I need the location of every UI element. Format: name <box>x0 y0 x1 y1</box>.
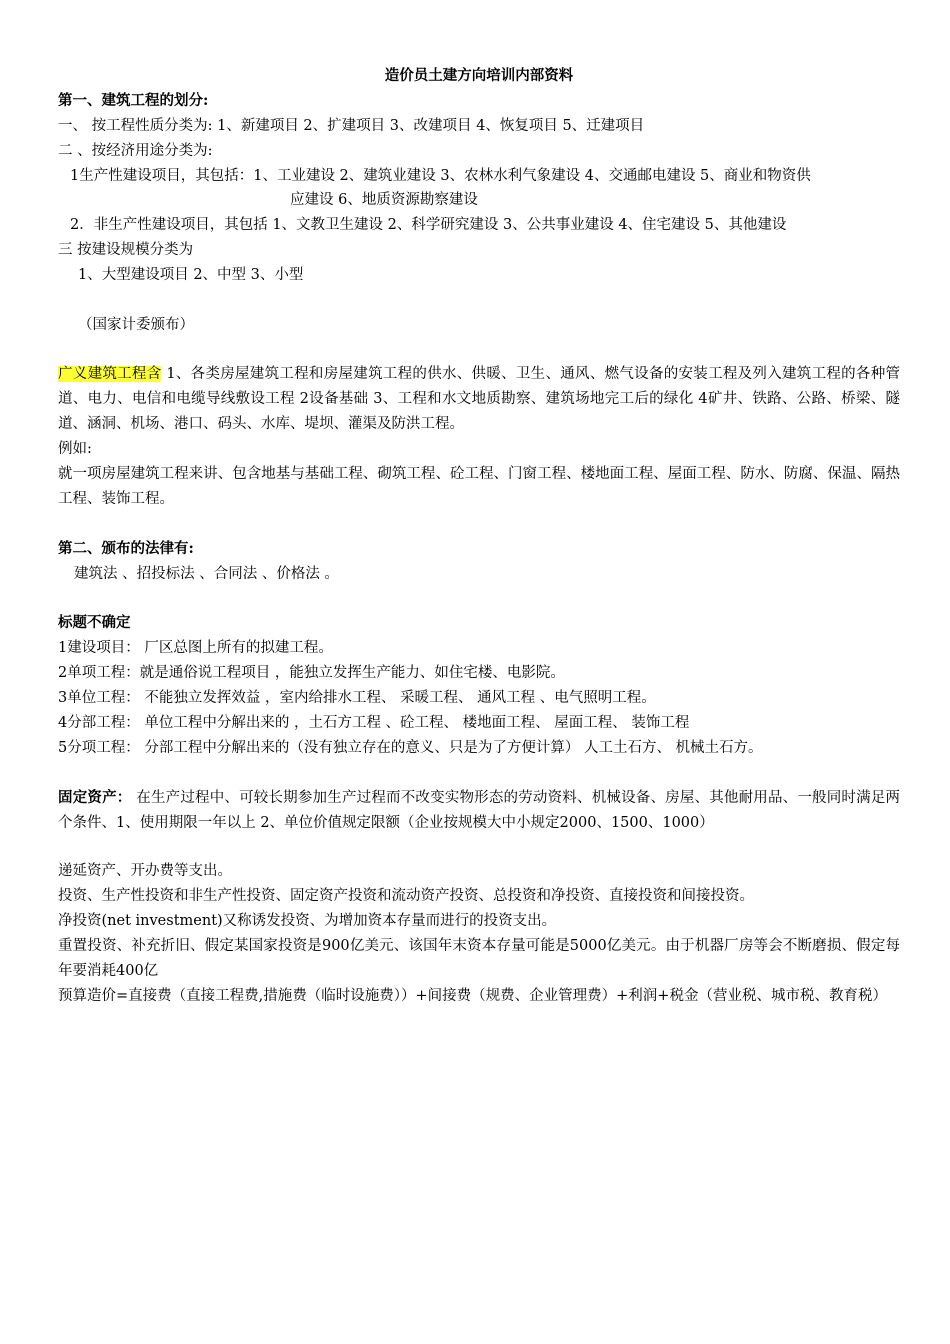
fixed-assets-label: 固定资产： <box>58 789 132 806</box>
section1-item2-a1: 1生产性建设项目，其包括：1、工业建设 2、建筑业建设 3、农林水利气象建设 4、交通邮电建设 5、商业和物资供 <box>70 168 811 184</box>
section2-laws: 建筑法 、招投标法 、合同法 、价格法 。 <box>74 566 339 582</box>
fixed-assets <box>58 785 900 836</box>
document-title: 造价员土建方向培训内部资料 <box>384 67 574 84</box>
misc-line-2: 投资、生产性投资和非生产性投资、固定资产投资和流动资产投资、总投资和净投资、直接投资和间接投资。 <box>58 888 754 904</box>
section1-item3-a: 1、大型建设项目 2、中型 3、小型 <box>78 267 304 283</box>
example-text: 就一项房屋建筑工程来讲、包含地基与基础工程、砌筑工程、砼工程、门窗工程、楼地面工程、屋面工程、防水、防腐、保温、隔热工程、装饰工程。 <box>58 466 900 507</box>
section3-item-5: 5分项工程： 分部工程中分解出来的（没有独立存在的意义、只是为了方便计算） 人工土石方、 机械土石方。 <box>58 740 763 756</box>
section1-item1: 一、 按工程性质分类为: 1、新建项目 2、扩建项目 3、改建项目 4、恢复项目 5、迁建项目 <box>58 118 645 134</box>
fixed-assets-text: 在生产过程中、可较长期参加生产过程而不改变实物形态的劳动资料、机械设备、房屋、其他耐用品、一般同时满足两个条件、1、使用期限一年以上 2、单位价值规定限额（企业按规模大中小规定2000、1500、1000） <box>58 790 901 831</box>
section1-item2-a2: 应建设 6、地质资源勘察建设 <box>290 192 478 208</box>
section3-item-2: 2单项工程：就是通俗说工程项目 ，能独立发挥生产能力、如住宅楼、电影院。 <box>58 665 565 681</box>
section1-note: （国家计委颁布） <box>78 317 194 333</box>
example-label: 例如: <box>58 441 92 457</box>
misc-line-5: 预算造价=直接费（直接工程费,措施费（临时设施费））+间接费（规费、企业管理费）+利润+税金（营业税、城市税、教育税） <box>58 988 887 1004</box>
broad-definition <box>58 362 900 437</box>
broad-highlight: 广义建筑工程含 <box>58 366 162 382</box>
section1-item3: 三 按建设规模分类为 <box>58 242 194 258</box>
section3-item-1: 1建设项目： 厂区总图上所有的拟建工程。 <box>58 640 333 656</box>
section1-item2-b: 2．非生产性建设项目，其包括 1、文教卫生建设 2、科学研究建设 3、公共事业建设 4、住宅建设 5、其他建设 <box>70 217 787 233</box>
section1-item2: 二 、按经济用途分类为: <box>58 143 213 159</box>
section2-heading: 第二、颁布的法律有: <box>58 540 194 557</box>
misc-line-4: 重置投资、补充折旧、假定某国家投资是900亿美元、该国年末资本存量可能是5000亿美元。由于机器厂房等会不断磨损、假定每年要消耗400亿 <box>58 938 900 979</box>
misc-line-1: 递延资产、开办费等支出。 <box>58 863 232 879</box>
section3-item-3: 3单位工程： 不能独立发挥效益 ，室内给排水工程、 采暖工程、 通风工程 、电气照明工程。 <box>58 690 656 706</box>
section3-heading: 标题不确定 <box>58 614 131 631</box>
section3-item-4: 4分部工程： 单位工程中分解出来的 ，土石方工程 、砼工程、 楼地面工程、 屋面工程、 装饰工程 <box>58 715 690 731</box>
broad-text: 1、各类房屋建筑工程和房屋建筑工程的供水、供暖、卫生、通风、燃气设备的安装工程及列入建筑工程的各种管道、电力、电信和电缆导线敷设工程 2设备基础 3、工程和水文地质勘察、建筑场地完工后的绿化 4矿井、铁路、公路、桥梁、隧道、涵洞、机场、港口、码头、水库、堤坝、灌渠及防洪工程。 <box>58 366 900 432</box>
misc-line-3: 净投资(net investment)又称诱发投资、为增加资本存量而进行的投资支出。 <box>58 913 557 929</box>
section1-heading: 第一、建筑工程的划分: <box>58 92 209 109</box>
